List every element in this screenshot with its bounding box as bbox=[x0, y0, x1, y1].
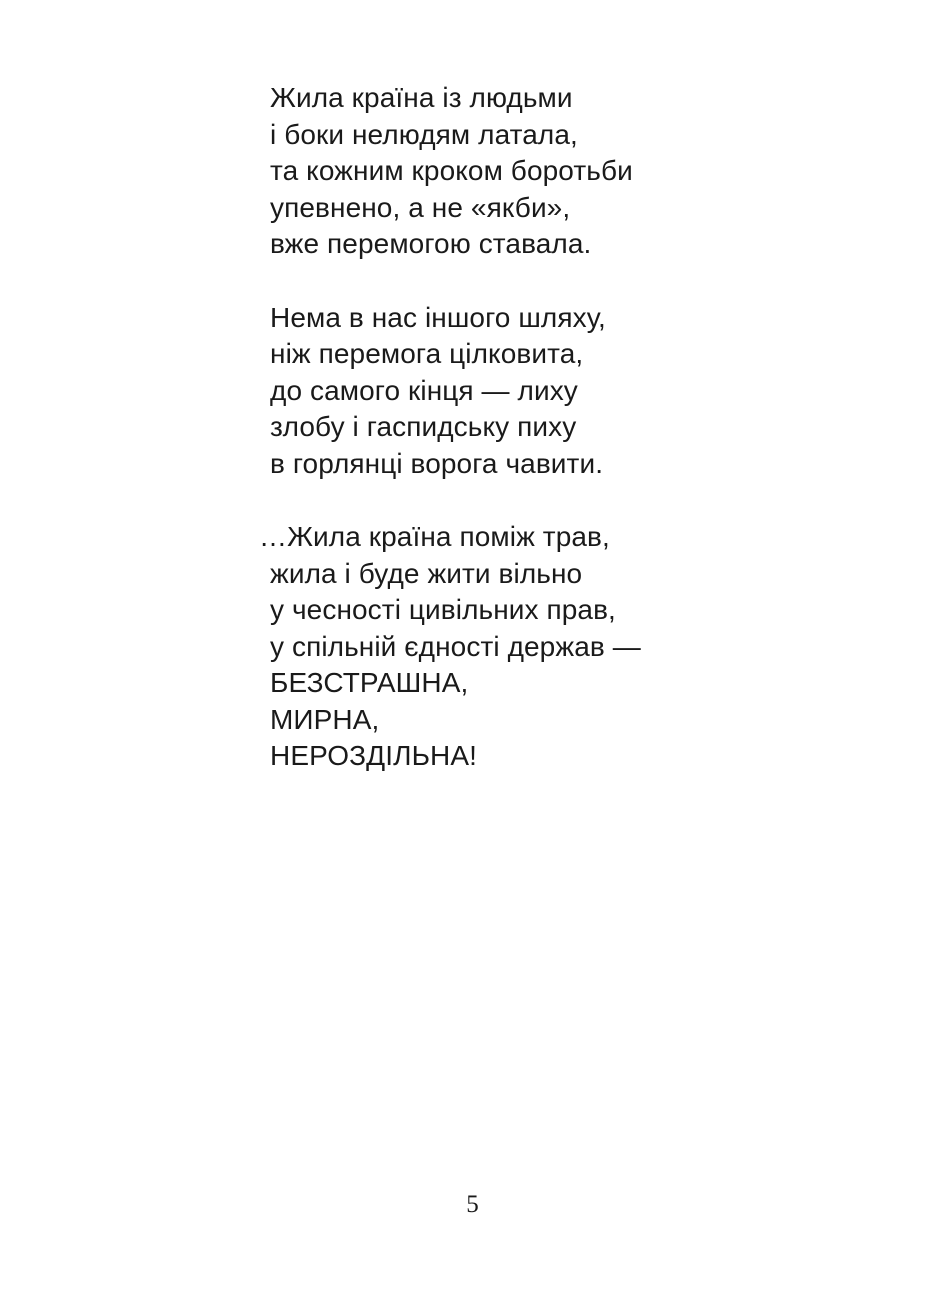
stanza-1 bbox=[270, 80, 910, 263]
poem-line: …Жила країна поміж трав, bbox=[259, 521, 610, 552]
poem-line: МИРНА, bbox=[270, 703, 380, 735]
poem-line: і боки нелюдям латала, bbox=[270, 118, 578, 150]
poem-line: жила і буде жити вільно bbox=[270, 557, 583, 589]
poem-line: у спільній єдності держав — bbox=[270, 630, 641, 662]
poem-line: Жила країна із людьми bbox=[270, 82, 573, 113]
stanza-2 bbox=[270, 300, 910, 483]
poem-line: злобу і гаспидську пиху bbox=[270, 411, 577, 442]
poem-line: та кожним кроком боротьби bbox=[270, 155, 633, 186]
poem-line: вже перемогою ставала. bbox=[270, 228, 592, 259]
page-number: 5 bbox=[466, 1191, 479, 1218]
poem-line: у чесності цивільних прав, bbox=[270, 594, 616, 625]
poem bbox=[259, 80, 910, 775]
stanza-3 bbox=[259, 519, 910, 775]
poem-line: Нема в нас іншого шляху, bbox=[270, 301, 606, 333]
poem-line: в горлянці ворога чавити. bbox=[270, 447, 604, 479]
poem-line: НЕРОЗДІЛЬНА! bbox=[270, 740, 478, 771]
poem-line: БЕЗСТРАШНА, bbox=[270, 667, 469, 698]
poem-line: до самого кінця — лиху bbox=[270, 374, 578, 406]
poem-line: ніж перемога цілковита, bbox=[270, 338, 584, 369]
poem-line: упевнено, а не «якби», bbox=[270, 191, 571, 223]
